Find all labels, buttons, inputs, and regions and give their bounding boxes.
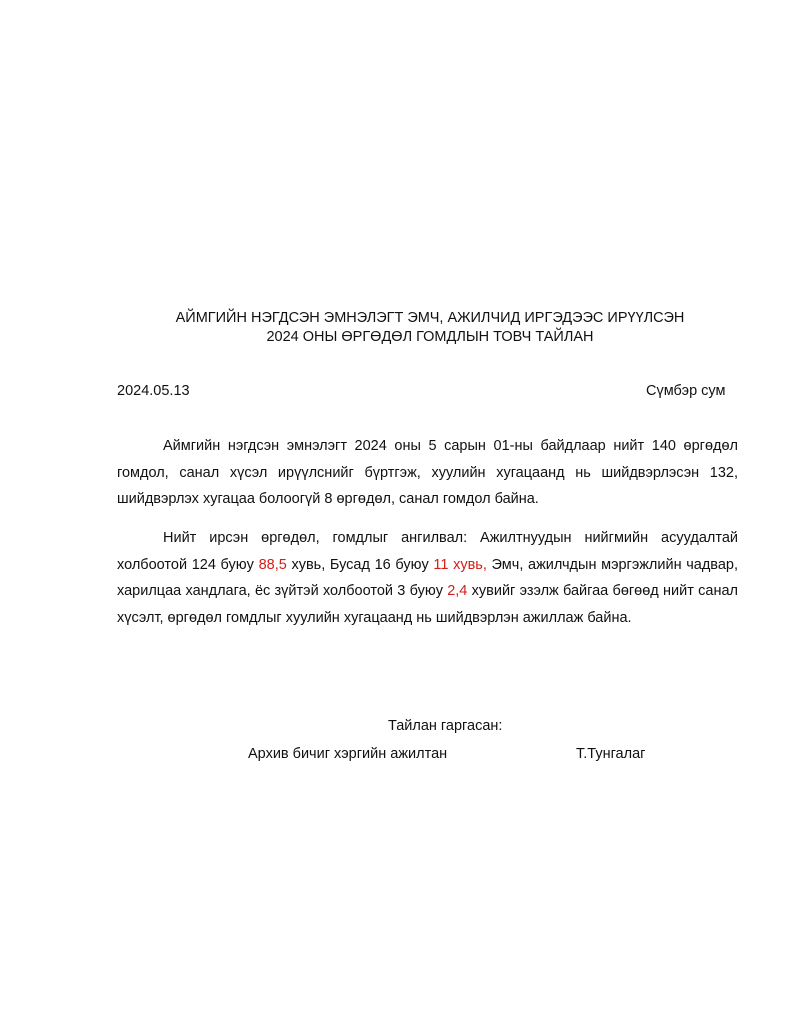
title-line-2: 2024 ОНЫ ӨРГӨДӨЛ ГОМДЛЫН ТОВЧ ТАЙЛАН	[266, 329, 594, 345]
paragraph-classification	[117, 525, 738, 631]
paragraph2-part3: Эмч, ажилчдын мэргэжлийн чадвар, харилцаа хандлага, ёс зүйтэй холбоотой 3 буюу	[117, 556, 739, 599]
percent-social: 88,5	[258, 556, 287, 573]
signature-role: Архив бичиг хэргийн ажилтан	[248, 746, 448, 762]
signature-label: Тайлан гаргасан:	[388, 718, 503, 734]
paragraph2-part4: хувийг эзэлж байгаа бөгөөд нийт санал хүсэлт, өргөдөл гомдлыг хуулийн хугацаанд нь шийдвэрлэн ажиллаж байна.	[117, 583, 738, 626]
paragraph2-part2: хувь, Бусад 16 буюу	[286, 556, 434, 573]
percent-other: 11 хувь,	[433, 556, 487, 573]
signature-name: Т.Тунгалаг	[576, 746, 646, 762]
percent-ethics: 2,4	[447, 583, 468, 599]
report-date: 2024.05.13	[117, 383, 190, 399]
paragraph2-part1: Нийт ирсэн өргөдөл, гомдлыг ангилвал: Ажилтнуудын нийгмийн асуудалтай холбоотой 124 буюу	[117, 530, 738, 573]
paragraph-summary: Аймгийн нэгдсэн эмнэлэгт 2024 оны 5 сарын 01-ны байдлаар нийт 140 өргөдөл гомдол, санал хүсэл ирүүлснийг бүртгэж, хуулийн хугацаанд нь шийдвэрлэсэн 132, шийдвэрлэх хугацаа болоогүй 8 өргөдөл, санал гомдол байна.	[117, 438, 738, 507]
report-title	[100, 309, 760, 347]
title-line-1: АЙМГИЙН НЭГДСЭН ЭМНЭЛЭГТ ЭМЧ, АЖИЛЧИД ИРГЭДЭЭС ИРҮҮЛСЭН	[175, 310, 685, 326]
report-place: Сүмбэр сум	[646, 383, 726, 399]
